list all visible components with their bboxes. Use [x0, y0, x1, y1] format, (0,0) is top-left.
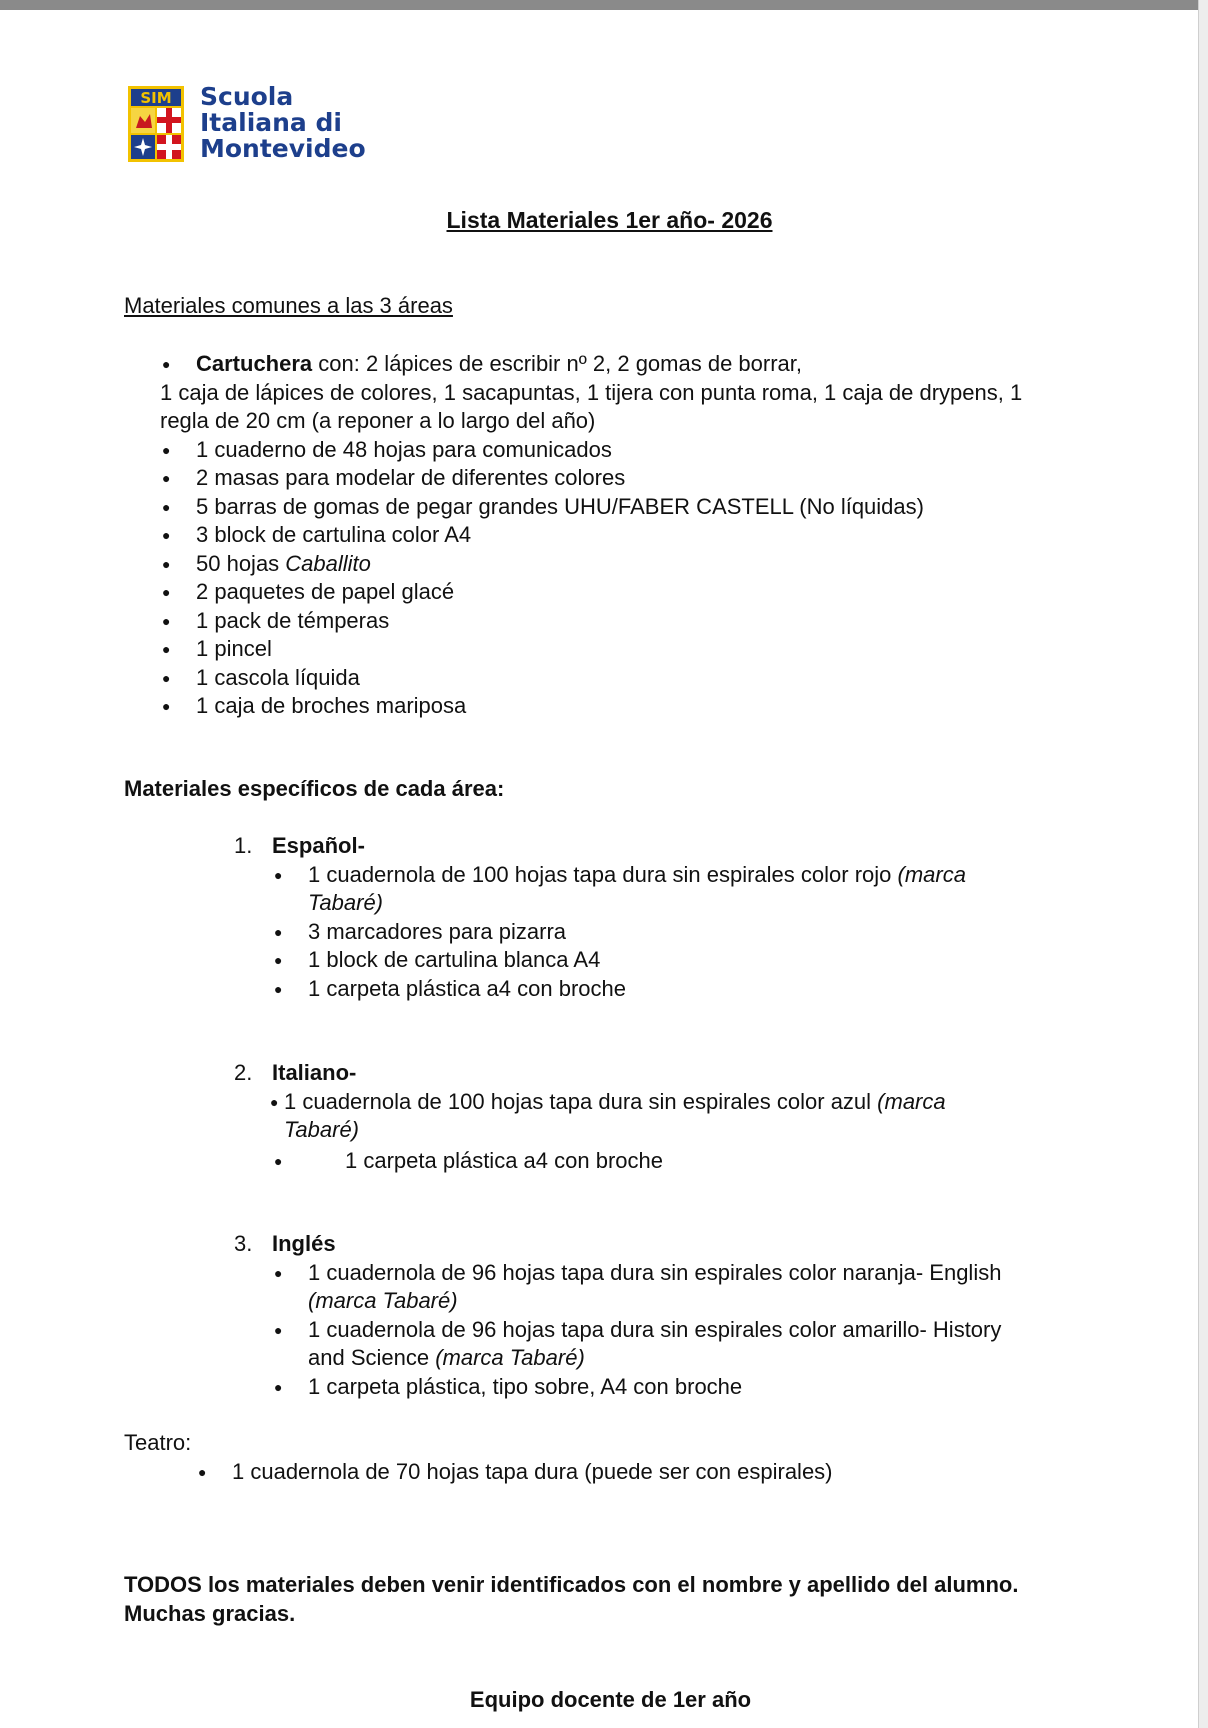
item-text: 1 cuadernola de 96 hojas tapa dura sin espirales color amarillo- History and Science: [308, 1316, 1002, 1370]
bullet-icon: ●: [270, 1093, 279, 1110]
list-item: ● 2 masas para modelar de diferentes colores: [160, 464, 1100, 493]
section-title-espanol: [234, 832, 1008, 861]
section-number: 3.: [234, 1231, 253, 1256]
thanks-note: Muchas gracias.: [124, 1601, 296, 1626]
item-brand: (marca: [877, 1088, 946, 1114]
item-brand: (marca Tabaré): [308, 1288, 458, 1313]
specific-materials-heading: Materiales específicos de cada área:: [124, 776, 505, 801]
list-item: [270, 1088, 1024, 1117]
teatro-list: [196, 1458, 833, 1487]
item-text: ● 1 cuadernola de 96 hojas tapa dura sin espirales color naranja- English: [308, 1259, 1002, 1285]
logo-line-3: Montevideo: [200, 134, 366, 163]
section-italiano: [234, 1059, 1026, 1175]
common-materials-list: [160, 350, 1100, 721]
school-crest-icon: [128, 86, 184, 162]
list-item: [272, 1316, 1008, 1373]
list-item: ● 1 pincel: [160, 635, 1100, 664]
list-item: ● 1 carpeta plástica, tipo sobre, A4 con broche: [272, 1373, 1008, 1402]
list-item: ● 2 paquetes de papel glacé: [160, 578, 1100, 607]
item-text: 1 cuadernola de 100 hojas tapa dura sin espirales color rojo: [308, 861, 898, 887]
list-item: ● 1 carpeta plástica a4 con broche: [272, 975, 1008, 1004]
section-espanol: [234, 832, 1008, 1003]
identification-note: TODOS los materiales deben venir identificados con el nombre y apellido del alumno.: [124, 1572, 1019, 1597]
page-title: Lista Materiales 1er año- 2026: [446, 207, 773, 233]
item-text: 1 cuadernola de 100 hojas tapa dura sin espirales color azul: [284, 1088, 878, 1114]
list-item: [272, 1147, 1026, 1176]
cartuchera-continuation-1: 1 caja de lápices de colores, 1 sacapuntas, 1 tijera con punta roma, 1 caja de drypens, 1: [160, 379, 1023, 405]
section-title-text: Italiano-: [272, 1060, 357, 1085]
list-item: ● 3 marcadores para pizarra: [272, 918, 1008, 947]
cartuchera-text: con: 2 lápices de escribir nº 2, 2 gomas de borrar,: [312, 351, 802, 376]
section-number: 1.: [234, 833, 253, 858]
logo-line-2: Italiana di: [200, 108, 342, 137]
document-page: [0, 10, 1199, 1728]
section-title-text: Español-: [272, 833, 365, 858]
list-item: ● 5 barras de gomas de pegar grandes UHU/FABER CASTELL (No líquidas): [160, 493, 1100, 522]
cartuchera-label: Cartuchera: [196, 351, 313, 376]
list-item: ● 1 cascola líquida: [160, 664, 1100, 693]
list-item: ● 1 cuadernola de 70 hojas tapa dura (puede ser con espirales): [196, 1458, 833, 1487]
logo-line-1: Scuola: [200, 82, 294, 111]
list-item: ● 1 cuaderno de 48 hojas para comunicados: [160, 436, 1100, 465]
logo-school-name: [200, 84, 366, 162]
school-logo: [128, 76, 368, 164]
viewer-edge: [1198, 0, 1208, 1728]
list-item: ● 1 caja de broches mariposa: [160, 692, 1100, 721]
signature: Equipo docente de 1er año: [469, 1687, 752, 1712]
logo-badge-text: SIM: [140, 89, 172, 107]
list-item: [272, 861, 1008, 918]
caballito-brand: Caballito: [285, 550, 371, 576]
section-ingles: [234, 1230, 1008, 1401]
section-title-text: Inglés: [272, 1231, 336, 1256]
item-text: 1 carpeta plástica a4 con broche: [345, 1147, 663, 1173]
bullet-icon: ●: [274, 1152, 283, 1169]
list-item: ● 1 pack de témperas: [160, 607, 1100, 636]
section-title-italiano: [234, 1059, 1026, 1088]
item-brand: (marca Tabaré): [435, 1345, 585, 1370]
item-brand-continuation: Tabaré): [284, 1117, 360, 1142]
list-item: ● 3 block de cartulina color A4: [160, 521, 1100, 550]
list-item-cartuchera: [160, 350, 1100, 379]
list-item: ● 1 block de cartulina blanca A4: [272, 946, 1008, 975]
list-item: [272, 1259, 1008, 1316]
item-brand: (marca Tabaré): [308, 861, 966, 915]
section-number: 2.: [234, 1060, 253, 1085]
caballito-prefix: 50 hojas: [196, 550, 286, 576]
list-item: [160, 550, 1100, 579]
common-materials-heading: Materiales comunes a las 3 áreas: [124, 293, 453, 318]
cartuchera-continuation-2: regla de 20 cm (a reponer a lo largo del año): [160, 408, 596, 433]
teatro-label: Teatro:: [124, 1430, 192, 1455]
section-title-ingles: [234, 1230, 1008, 1259]
